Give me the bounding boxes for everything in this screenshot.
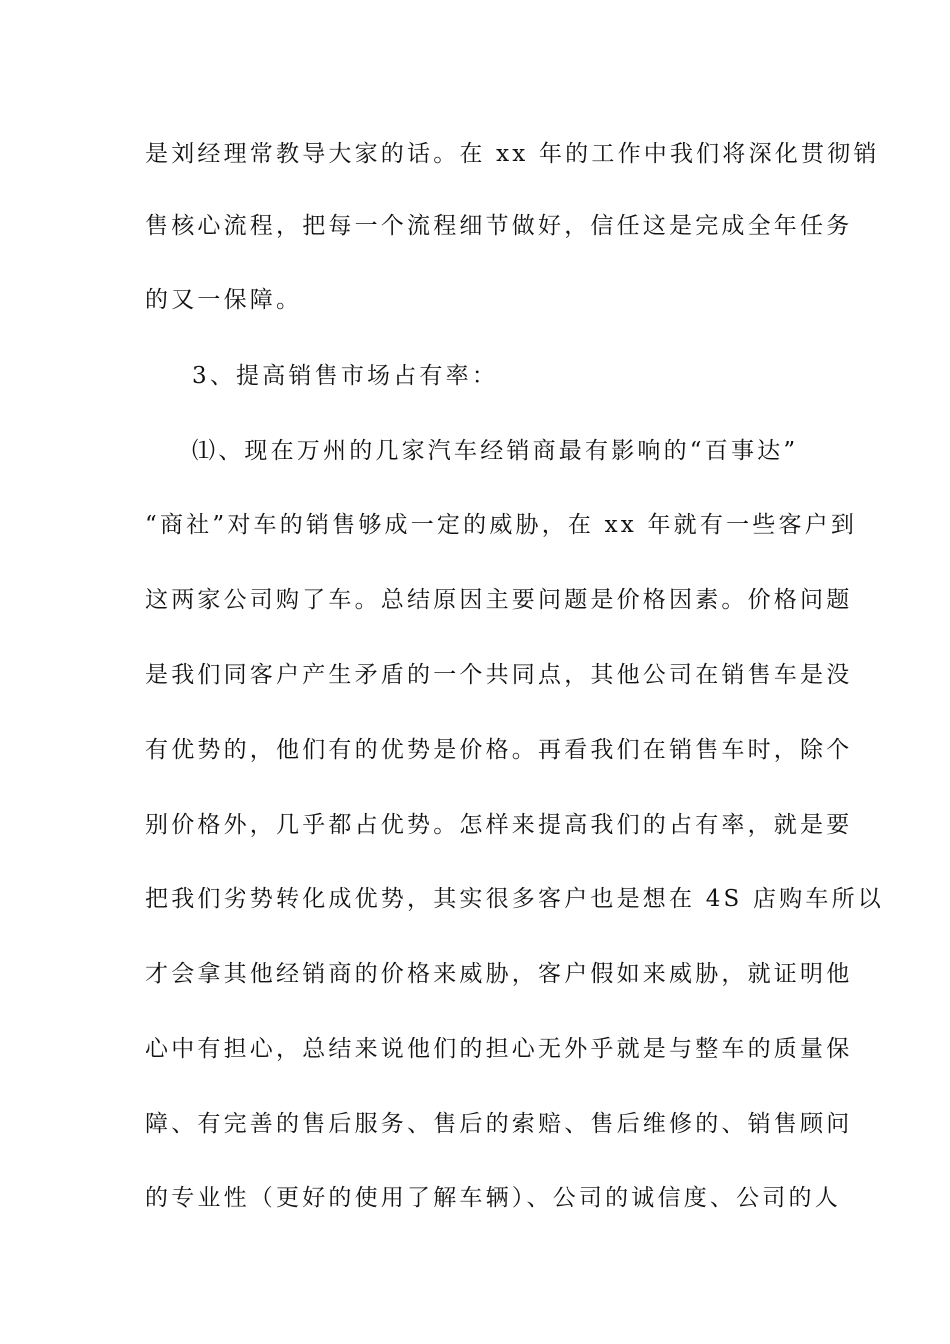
text-line: 售核心流程，把每一个流程细节做好，信任这是完成全年任务: [145, 213, 853, 239]
section-heading: 3、提高销售市场占有率：: [192, 363, 499, 389]
text-line: 把我们劣势转化成优势，其实很多客户也是想在 4S 店购车所以: [145, 886, 885, 912]
text-line: 是刘经理常教导大家的话。在 xx 年的工作中我们将深化贯彻销: [145, 141, 880, 167]
text-line: 的又一保障。: [145, 287, 303, 313]
text-line: 有优势的，他们有的优势是价格。再看我们在销售车时，除个: [145, 737, 853, 763]
text-line: 别价格外，几乎都占优势。怎样来提高我们的占有率，就是要: [145, 812, 853, 838]
text-line: “商社”对车的销售够成一定的威胁，在 xx 年就有一些客户到: [145, 512, 858, 538]
text-line: 是我们同客户产生矛盾的一个共同点，其他公司在销售车是没: [145, 662, 853, 688]
text-line: 才会拿其他经销商的价格来威胁，客户假如来威胁，就证明他: [145, 961, 853, 987]
text-line: 障、有完善的售后服务、售后的索赔、售后维修的、销售顾问: [145, 1111, 853, 1137]
text-line: ⑴、现在万州的几家汽车经销商最有影响的“百事达”: [192, 438, 799, 464]
text-line: 心中有担心，总结来说他们的担心无外乎就是与整车的质量保: [145, 1036, 853, 1062]
text-line: 的专业性（更好的使用了解车辆）、公司的诚信度、公司的人: [145, 1185, 841, 1211]
text-line: 这两家公司购了车。总结原因主要问题是价格因素。价格问题: [145, 587, 853, 613]
